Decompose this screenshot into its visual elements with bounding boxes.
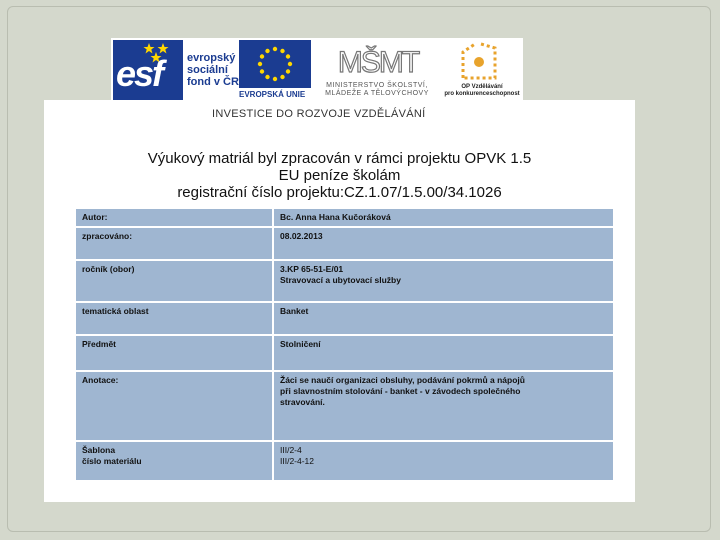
op-logo <box>443 40 521 100</box>
table-row <box>75 441 614 481</box>
title-line: Výukový matriál byl zpracován v rámci projektu OPVK 1.5 <box>147 150 532 167</box>
eu-stars-icon <box>239 40 311 88</box>
op-text-line: pro konkurenceschopnost <box>444 91 520 97</box>
row-label: Anotace: <box>75 371 273 441</box>
info-table <box>74 207 615 482</box>
row-value: 08.02.2013 <box>273 227 614 260</box>
row-value: Stolničení <box>273 335 614 371</box>
esf-logo <box>113 40 239 100</box>
title-line: EU peníze školám <box>278 167 401 184</box>
row-label: Šablona číslo materiálu <box>75 441 273 481</box>
table-row <box>75 227 614 260</box>
eu-label: EVROPSKÁ UNIE <box>239 90 306 99</box>
title-line: registrační číslo projektu:CZ.1.07/1.5.00/34.1026 <box>177 184 502 201</box>
row-value: Žáci se naučí organizaci obsluhy, podávání pokrmů a nápojů při slavnostním stolování - banket - v závodech společného stravování. <box>273 371 614 441</box>
row-label: zpracováno: <box>75 227 273 260</box>
table-row <box>75 260 614 302</box>
op-text-line: OP Vzdělávání <box>461 84 503 90</box>
table-row <box>75 371 614 441</box>
msmt-text-line: MINISTERSTVO ŠKOLSTVÍ, <box>326 82 428 89</box>
table-row <box>75 302 614 335</box>
eu-logo <box>239 40 311 100</box>
esf-text <box>187 52 247 88</box>
table-row <box>75 335 614 371</box>
esf-text-line: sociální <box>187 64 228 76</box>
esf-text-line: evropský <box>187 52 236 64</box>
msmt-text-line: MLÁDEŽE A TĚLOVÝCHOVY <box>325 90 429 97</box>
row-label: Autor: <box>75 208 273 227</box>
esf-logo-mark <box>113 40 183 100</box>
project-title <box>44 150 635 201</box>
eu-flag <box>239 40 311 88</box>
row-value: III/2-4 III/2-4-12 <box>273 441 614 481</box>
row-value: 3.KP 65-51-E/01 Stravovací a ubytovací služby <box>273 260 614 302</box>
row-label: Předmět <box>75 335 273 371</box>
op-text <box>443 84 521 98</box>
msmt-mark-icon <box>337 40 419 80</box>
op-mark-icon <box>455 40 505 84</box>
esf-word: esf <box>116 53 163 94</box>
esf-text-line: fond v ČR <box>187 76 239 88</box>
msmt-text <box>315 82 439 98</box>
row-value: Banket <box>273 302 614 335</box>
document-page <box>44 100 635 502</box>
row-label: ročník (obor) <box>75 260 273 302</box>
banner-text: INVESTICE DO ROZVOJE VZDĚLÁVÁNÍ <box>212 108 426 120</box>
msmt-logo <box>315 40 439 100</box>
logo-strip <box>111 38 523 100</box>
row-label: tematická oblast <box>75 302 273 335</box>
row-value: Bc. Anna Hana Kučoráková <box>273 208 614 227</box>
table-row <box>75 208 614 227</box>
svg-text:MŠMT: MŠMT <box>337 46 419 79</box>
